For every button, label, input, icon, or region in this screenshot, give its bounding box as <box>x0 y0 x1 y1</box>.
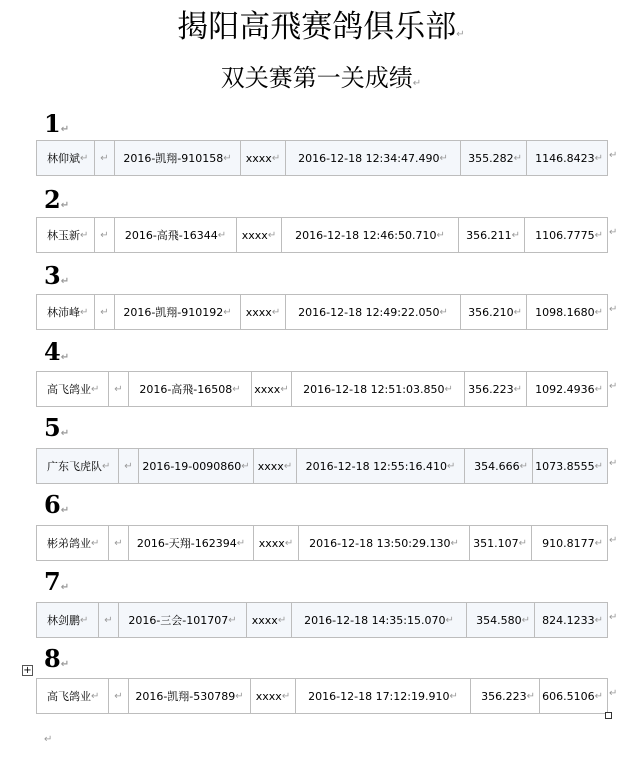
name-cell-text: 林剑鹏 <box>47 614 80 627</box>
name-cell[interactable] <box>37 218 95 252</box>
name-cell-text: 林仰斌 <box>47 152 80 165</box>
name-cell-text: 高飞鸽业 <box>47 383 91 396</box>
distance-cell[interactable] <box>467 603 535 637</box>
cell-mark-icon: ↵ <box>594 306 603 318</box>
ring-number-cell[interactable] <box>129 372 252 406</box>
cell-mark-icon: ↵ <box>594 690 603 702</box>
row-end-mark-icon: ↵ <box>609 304 618 315</box>
speed-cell[interactable] <box>540 679 607 713</box>
arrival-time-cell[interactable] <box>297 449 465 483</box>
loft-code-cell-text: xxxx <box>257 459 284 473</box>
speed-cell[interactable] <box>527 141 607 175</box>
ring-number-cell-text: 2016-19-0090860 <box>142 459 242 473</box>
distance-cell[interactable] <box>461 141 527 175</box>
distance-cell[interactable] <box>465 372 527 406</box>
cell-mark-icon: ↵ <box>513 152 522 164</box>
distance-cell[interactable] <box>471 679 540 713</box>
ring-number-cell[interactable] <box>119 603 247 637</box>
speed-cell-text: 606.5106 <box>542 689 595 703</box>
speed-cell-text: 1098.1680 <box>535 305 595 319</box>
result-row <box>36 602 608 638</box>
distance-cell-text: 356.223 <box>468 382 514 396</box>
paragraph-mark-icon: ↵ <box>60 276 70 287</box>
row-end-mark-icon: ↵ <box>609 150 618 161</box>
cell-mark-icon: ↵ <box>235 690 244 702</box>
name-cell[interactable] <box>37 449 119 483</box>
arrival-time-cell-text: 2016-12-18 12:49:22.050 <box>298 305 440 319</box>
cell-mark-icon: ↵ <box>280 383 289 395</box>
ring-number-cell-text: 2016-凯翔-530789 <box>135 690 236 703</box>
ring-number-cell-text: 2016-凯翔-910158 <box>123 152 224 165</box>
result-row <box>36 294 608 330</box>
cell-mark-icon: ↵ <box>80 614 89 626</box>
ring-number-cell[interactable] <box>115 295 241 329</box>
loft-code-cell-text: xxxx <box>254 382 281 396</box>
cell-mark-icon: ↵ <box>283 460 293 472</box>
resize-square-icon[interactable] <box>605 712 612 719</box>
cell-mark-icon: ↵ <box>511 229 520 241</box>
cell-mark-icon: ↵ <box>114 537 123 549</box>
loft-code-cell[interactable] <box>241 295 286 329</box>
distance-cell-text: 354.580 <box>476 613 522 627</box>
cell-mark-icon: ↵ <box>513 306 522 318</box>
result-row <box>36 448 608 484</box>
cell-mark-icon: ↵ <box>232 383 241 395</box>
rank-heading <box>44 568 69 602</box>
rank-number: 6 <box>44 490 61 519</box>
cell-mark-icon: ↵ <box>271 152 281 164</box>
loft-code-cell-text: xxxx <box>258 536 285 550</box>
paragraph-mark-icon: ↵ <box>60 505 70 516</box>
ring-number-cell-text: 2016-高飛-16508 <box>139 383 233 396</box>
loft-code-cell-text: xxxx <box>255 689 282 703</box>
arrival-time-cell[interactable] <box>292 603 467 637</box>
cell-mark-icon: ↵ <box>449 690 458 702</box>
rank-number: 8 <box>44 644 61 673</box>
cell-mark-icon: ↵ <box>444 383 453 395</box>
cell-mark-icon: ↵ <box>91 537 100 549</box>
cell-mark-icon: ↵ <box>519 460 528 472</box>
speed-cell-text: 910.8177 <box>542 536 595 550</box>
cell-mark-icon: ↵ <box>594 229 603 241</box>
arrival-time-cell-text: 2016-12-18 12:46:50.710 <box>295 228 437 242</box>
cell-mark-icon: ↵ <box>267 229 277 241</box>
cell-mark-icon: ↵ <box>445 614 454 626</box>
rank-number: 4 <box>44 337 61 366</box>
cell-mark-icon: ↵ <box>114 383 123 395</box>
spacer-cell[interactable] <box>95 141 115 175</box>
cell-mark-icon: ↵ <box>594 460 603 472</box>
distance-cell-text: 356.223 <box>481 689 527 703</box>
speed-cell-text: 1106.7775 <box>535 228 595 242</box>
speed-cell-text: 1073.8555 <box>535 459 595 473</box>
result-row <box>36 525 608 561</box>
name-cell-text: 林沛峰 <box>47 306 80 319</box>
spacer-cell[interactable] <box>95 218 115 252</box>
spacer-cell[interactable] <box>109 526 129 560</box>
arrival-time-cell[interactable] <box>299 526 470 560</box>
rank-heading <box>44 186 69 220</box>
arrival-time-cell-text: 2016-12-18 17:12:19.910 <box>308 689 450 703</box>
ring-number-cell[interactable] <box>129 526 254 560</box>
paragraph-mark-icon: ↵ <box>60 200 70 211</box>
rank-heading <box>44 645 69 679</box>
cell-mark-icon: ↵ <box>284 537 294 549</box>
rank-heading <box>44 414 69 448</box>
cell-mark-icon: ↵ <box>80 306 89 318</box>
loft-code-cell[interactable] <box>241 141 286 175</box>
cell-mark-icon: ↵ <box>594 537 603 549</box>
cell-mark-icon: ↵ <box>594 614 603 626</box>
ring-number-cell-text: 2016-高飛-16344 <box>124 229 218 242</box>
cell-mark-icon: ↵ <box>100 229 109 241</box>
paragraph-mark-icon: ↵ <box>412 78 422 89</box>
rank-heading <box>44 338 69 372</box>
arrival-time-cell[interactable] <box>292 372 465 406</box>
ring-number-cell-text: 2016-凯翔-910192 <box>123 306 224 319</box>
name-cell[interactable] <box>37 295 95 329</box>
cell-mark-icon: ↵ <box>223 152 232 164</box>
name-cell[interactable] <box>37 679 109 713</box>
rank-heading <box>44 491 69 525</box>
distance-cell-text: 354.666 <box>474 459 520 473</box>
loft-code-cell[interactable] <box>254 526 299 560</box>
arrival-time-cell-text: 2016-12-18 12:55:16.410 <box>305 459 447 473</box>
ring-number-cell[interactable] <box>129 679 251 713</box>
ring-number-cell-text: 2016-天翔-162394 <box>136 537 237 550</box>
cell-mark-icon: ↵ <box>281 690 291 702</box>
arrival-time-cell[interactable] <box>286 141 461 175</box>
speed-cell-text: 824.1233 <box>542 613 595 627</box>
rank-heading <box>44 110 69 144</box>
ring-number-cell[interactable] <box>115 141 241 175</box>
cell-mark-icon: ↵ <box>217 229 227 241</box>
speed-cell[interactable] <box>532 526 607 560</box>
name-cell-text: 彬弟鸽业 <box>47 537 91 550</box>
speed-cell-text: 1092.4936 <box>535 382 595 396</box>
distance-cell[interactable] <box>461 295 527 329</box>
cell-mark-icon: ↵ <box>236 537 246 549</box>
name-cell[interactable] <box>37 372 109 406</box>
ring-number-cell[interactable] <box>139 449 254 483</box>
move-cross-icon[interactable]: + <box>23 664 32 676</box>
row-end-mark-icon: ↵ <box>609 458 618 469</box>
cell-mark-icon: ↵ <box>91 690 100 702</box>
cell-mark-icon: ↵ <box>80 229 89 241</box>
name-cell[interactable] <box>37 141 95 175</box>
distance-cell[interactable] <box>459 218 525 252</box>
loft-code-cell-text: xxxx <box>245 305 272 319</box>
cell-mark-icon: ↵ <box>91 383 100 395</box>
cell-mark-icon: ↵ <box>439 152 448 164</box>
cell-mark-icon: ↵ <box>277 614 287 626</box>
spacer-cell[interactable] <box>109 679 129 713</box>
cell-mark-icon: ↵ <box>223 306 232 318</box>
cell-mark-icon: ↵ <box>436 229 445 241</box>
loft-code-cell[interactable] <box>251 679 296 713</box>
result-row <box>36 371 608 407</box>
result-row <box>36 217 608 253</box>
paragraph-mark-icon: ↵ <box>60 124 70 135</box>
rank-number: 5 <box>44 413 61 442</box>
arrival-time-cell-text: 2016-12-18 14:35:15.070 <box>304 613 446 627</box>
result-row <box>36 678 608 714</box>
spacer-cell[interactable] <box>109 372 129 406</box>
cell-mark-icon: ↵ <box>594 152 603 164</box>
cell-mark-icon: ↵ <box>271 306 281 318</box>
loft-code-cell[interactable] <box>237 218 282 252</box>
cell-mark-icon: ↵ <box>114 690 123 702</box>
name-cell[interactable] <box>37 603 99 637</box>
cell-mark-icon: ↵ <box>100 306 109 318</box>
name-cell-text: 广东飞虎队 <box>47 460 102 473</box>
arrival-time-cell-text: 2016-12-18 13:50:29.130 <box>309 536 451 550</box>
row-end-mark-icon: ↵ <box>609 535 618 546</box>
arrival-time-cell[interactable] <box>296 679 471 713</box>
distance-cell-text: 356.210 <box>468 305 514 319</box>
name-cell-text: 高飞鸽业 <box>47 690 91 703</box>
loft-code-cell[interactable] <box>254 449 297 483</box>
club-title: 揭阳高飛赛鸽俱乐部↵ <box>177 9 465 45</box>
cell-mark-icon: ↵ <box>521 614 530 626</box>
arrival-time-cell-text: 2016-12-18 12:51:03.850 <box>303 382 445 396</box>
cell-mark-icon: ↵ <box>228 614 237 626</box>
spacer-cell[interactable] <box>99 603 119 637</box>
name-cell[interactable] <box>37 526 109 560</box>
speed-cell-text: 1146.8423 <box>535 151 595 165</box>
cell-mark-icon: ↵ <box>241 460 250 472</box>
rank-heading <box>44 262 69 296</box>
cell-mark-icon: ↵ <box>513 383 522 395</box>
row-end-mark-icon: ↵ <box>609 688 618 699</box>
distance-cell[interactable] <box>470 526 532 560</box>
ring-number-cell-text: 2016-三会-101707 <box>128 614 229 627</box>
distance-cell-text: 355.282 <box>468 151 514 165</box>
distance-cell-text: 351.107 <box>473 536 519 550</box>
paragraph-mark-icon: ↵ <box>60 352 70 363</box>
arrival-time-cell[interactable] <box>286 295 461 329</box>
rank-number: 2 <box>44 185 61 214</box>
speed-cell[interactable] <box>525 218 607 252</box>
paragraph-mark-icon: ↵ <box>44 734 53 745</box>
distance-cell[interactable] <box>465 449 533 483</box>
spacer-cell[interactable] <box>95 295 115 329</box>
result-row <box>36 140 608 176</box>
race-subtitle: 双关赛第一关成绩↵ <box>220 64 422 92</box>
cell-mark-icon: ↵ <box>446 460 456 472</box>
cell-mark-icon: ↵ <box>526 690 535 702</box>
cell-mark-icon: ↵ <box>518 537 527 549</box>
loft-code-cell-text: xxxx <box>251 613 278 627</box>
paragraph-mark-icon: ↵ <box>456 29 465 40</box>
ring-number-cell[interactable] <box>115 218 237 252</box>
loft-code-cell-text: xxxx <box>241 228 268 242</box>
cell-mark-icon: ↵ <box>124 460 133 472</box>
cell-mark-icon: ↵ <box>104 614 113 626</box>
loft-code-cell[interactable] <box>252 372 292 406</box>
paragraph-mark-icon: ↵ <box>60 582 70 593</box>
arrival-time-cell[interactable] <box>282 218 459 252</box>
rank-number: 1 <box>44 109 61 138</box>
speed-cell[interactable] <box>527 295 607 329</box>
rank-number: 3 <box>44 261 61 290</box>
speed-cell[interactable] <box>527 372 607 406</box>
cell-mark-icon: ↵ <box>102 460 111 472</box>
cell-mark-icon: ↵ <box>450 537 459 549</box>
cell-mark-icon: ↵ <box>100 152 109 164</box>
speed-cell[interactable] <box>533 449 607 483</box>
row-end-mark-icon: ↵ <box>609 227 618 238</box>
rank-number: 7 <box>44 567 61 596</box>
spacer-cell[interactable] <box>119 449 139 483</box>
row-end-mark-icon: ↵ <box>609 381 618 392</box>
paragraph-mark-icon: ↵ <box>60 428 70 439</box>
loft-code-cell-text: xxxx <box>245 151 272 165</box>
cell-mark-icon: ↵ <box>80 152 89 164</box>
row-end-mark-icon: ↵ <box>609 612 618 623</box>
loft-code-cell[interactable] <box>247 603 292 637</box>
arrival-time-cell-text: 2016-12-18 12:34:47.490 <box>298 151 440 165</box>
paragraph-mark-icon: ↵ <box>60 659 70 670</box>
speed-cell[interactable] <box>535 603 607 637</box>
distance-cell-text: 356.211 <box>466 228 512 242</box>
name-cell-text: 林玉新 <box>47 229 80 242</box>
cell-mark-icon: ↵ <box>439 306 448 318</box>
cell-mark-icon: ↵ <box>594 383 603 395</box>
